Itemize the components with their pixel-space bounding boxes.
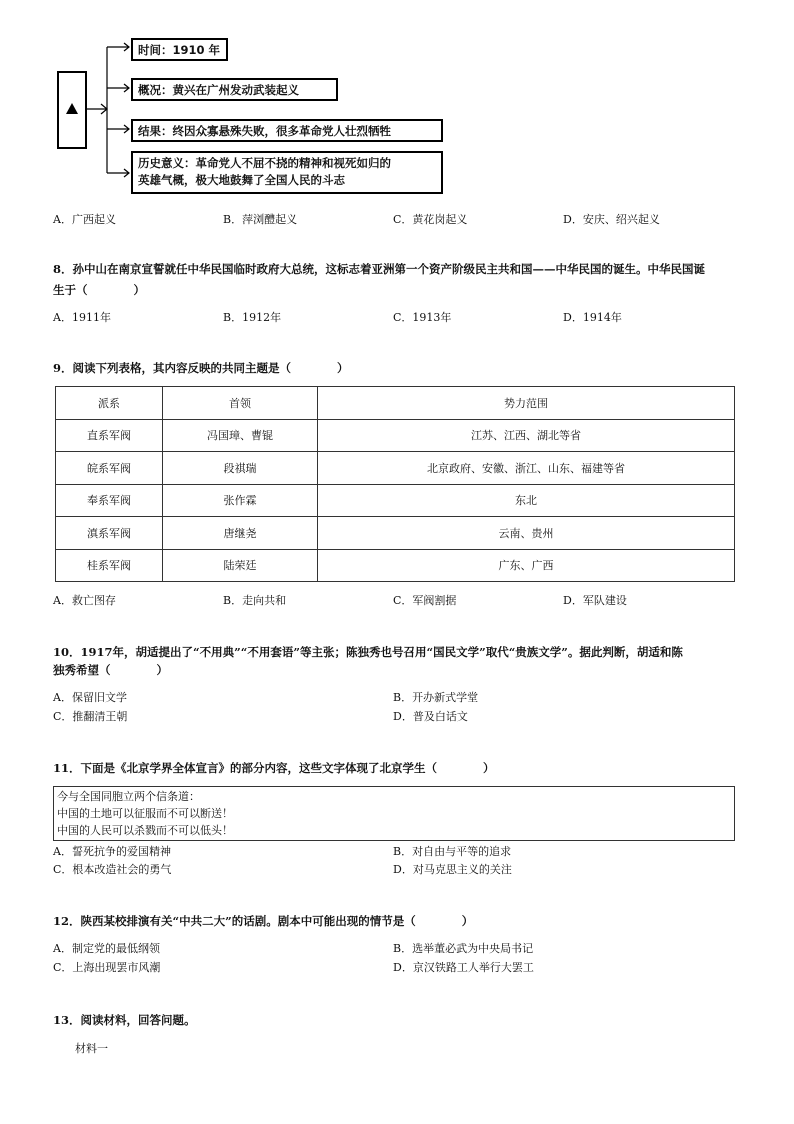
quote-line: 中国的人民可以杀戮而不可以低头！ — [57, 824, 233, 837]
q9-option-d[interactable]: D．军队建设 — [563, 594, 627, 607]
table-cell: 张作霖 — [163, 484, 318, 517]
table-row — [56, 549, 735, 582]
q11-option-d[interactable]: D．对马克思主义的关注 — [393, 863, 512, 876]
significance-line-2: 英雄气概，极大地鼓舞了全国人民的斗志 — [138, 173, 345, 187]
q10-option-a[interactable]: A．保留旧文学 — [53, 691, 127, 704]
q9-option-c[interactable]: C．军阀割据 — [393, 594, 457, 607]
table-cell: 滇系军阀 — [56, 517, 163, 550]
q9-option-a[interactable]: A．救亡图存 — [53, 594, 116, 607]
table-header-cell: 派系 — [56, 387, 163, 420]
q10-option-d[interactable]: D．普及白话文 — [393, 710, 468, 723]
q10-stem-line-1: 10．1917年，胡适提出了“不用典”“不用套语”等主张；陈独秀也号召用“国民文学”取代“贵族文学”。据此判断，胡适和陈 — [53, 645, 683, 659]
table-row — [56, 452, 735, 485]
table-cell: 云南、贵州 — [318, 517, 735, 550]
table-cell: 陆荣廷 — [163, 549, 318, 582]
declaration-quote-box — [53, 786, 735, 841]
table-header-cell: 势力范围 — [318, 387, 735, 420]
q13-material-label: 材料一 — [75, 1042, 108, 1055]
q9-stem: 9．阅读下列表格，其内容反映的共同主题是（ ） — [53, 361, 349, 375]
q10-stem-line-2: 独秀希望（ ） — [53, 663, 168, 677]
table-header-row — [56, 387, 735, 420]
diagram-box-time: 时间：1910 年 — [131, 38, 228, 61]
table-cell: 唐继尧 — [163, 517, 318, 550]
table-cell: 皖系军阀 — [56, 452, 163, 485]
table-row — [56, 517, 735, 550]
triangle-icon — [66, 103, 78, 114]
table-cell: 冯国璋、曹锟 — [163, 419, 318, 452]
q7-option-d[interactable]: D．安庆、绍兴起义 — [563, 213, 660, 226]
q11-option-c[interactable]: C．根本改造社会的勇气 — [53, 863, 172, 876]
quote-line: 今与全国同胞立两个信条道： — [57, 790, 200, 803]
table-cell: 广东、广西 — [318, 549, 735, 582]
q12-option-c[interactable]: C．上海出现罢市风潮 — [53, 961, 161, 974]
q8-stem-line-2: 生于（ ） — [53, 283, 145, 297]
q12-option-a[interactable]: A．制定党的最低纲领 — [53, 942, 160, 955]
q8-stem-line-1: 8．孙中山在南京宣誓就任中华民国临时政府大总统，这标志着亚洲第一个资产阶级民主共和国——中华民国的诞生。中华民国诞 — [53, 262, 705, 276]
q8-option-b[interactable]: B．1912年 — [223, 311, 282, 324]
quote-line: 中国的土地可以征服而不可以断送！ — [57, 807, 233, 820]
table-header-cell: 首领 — [163, 387, 318, 420]
table-row — [56, 484, 735, 517]
table-cell: 直系军阀 — [56, 419, 163, 452]
q11-stem: 11．下面是《北京学界全体宣言》的部分内容，这些文字体现了北京学生（ ） — [53, 761, 495, 775]
table-cell: 东北 — [318, 484, 735, 517]
diagram-connectors — [87, 40, 137, 200]
q7-option-b[interactable]: B．萍浏醴起义 — [223, 213, 298, 226]
q12-stem: 12．陕西某校排演有关“中共二大”的话剧。剧本中可能出现的情节是（ ） — [53, 914, 474, 928]
q13-stem: 13．阅读材料，回答问题。 — [53, 1013, 196, 1027]
diagram-box-result: 结果：终因众寡悬殊失败，很多革命党人壮烈牺牲 — [131, 119, 443, 142]
table-cell: 北京政府、安徽、浙江、山东、福建等省 — [318, 452, 735, 485]
diagram-box-overview: 概况：黄兴在广州发动武装起义 — [131, 78, 338, 101]
q9-option-b[interactable]: B．走向共和 — [223, 594, 287, 607]
q12-option-d[interactable]: D．京汉铁路工人举行大罢工 — [393, 961, 534, 974]
diagram-center-box — [57, 71, 87, 149]
q8-option-a[interactable]: A．1911年 — [53, 311, 111, 324]
q10-option-c[interactable]: C．推翻清王朝 — [53, 710, 128, 723]
q8-option-c[interactable]: C．1913年 — [393, 311, 452, 324]
q12-option-b[interactable]: B．选举董必武为中央局书记 — [393, 942, 534, 955]
significance-line-1: 历史意义：革命党人不屈不挠的精神和视死如归的 — [138, 156, 391, 170]
table-row — [56, 419, 735, 452]
table-cell: 段祺瑞 — [163, 452, 318, 485]
q8-option-d[interactable]: D．1914年 — [563, 311, 622, 324]
table-cell: 奉系军阀 — [56, 484, 163, 517]
warlords-table — [55, 386, 735, 582]
q11-option-a[interactable]: A．誓死抗争的爱国精神 — [53, 845, 171, 858]
q11-option-b[interactable]: B．对自由与平等的追求 — [393, 845, 512, 858]
diagram-box-significance — [131, 151, 443, 194]
table-cell: 桂系军阀 — [56, 549, 163, 582]
q10-option-b[interactable]: B．开办新式学堂 — [393, 691, 479, 704]
q7-option-a[interactable]: A．广西起义 — [53, 213, 116, 226]
q7-option-c[interactable]: C．黄花岗起义 — [393, 213, 468, 226]
table-cell: 江苏、江西、湖北等省 — [318, 419, 735, 452]
